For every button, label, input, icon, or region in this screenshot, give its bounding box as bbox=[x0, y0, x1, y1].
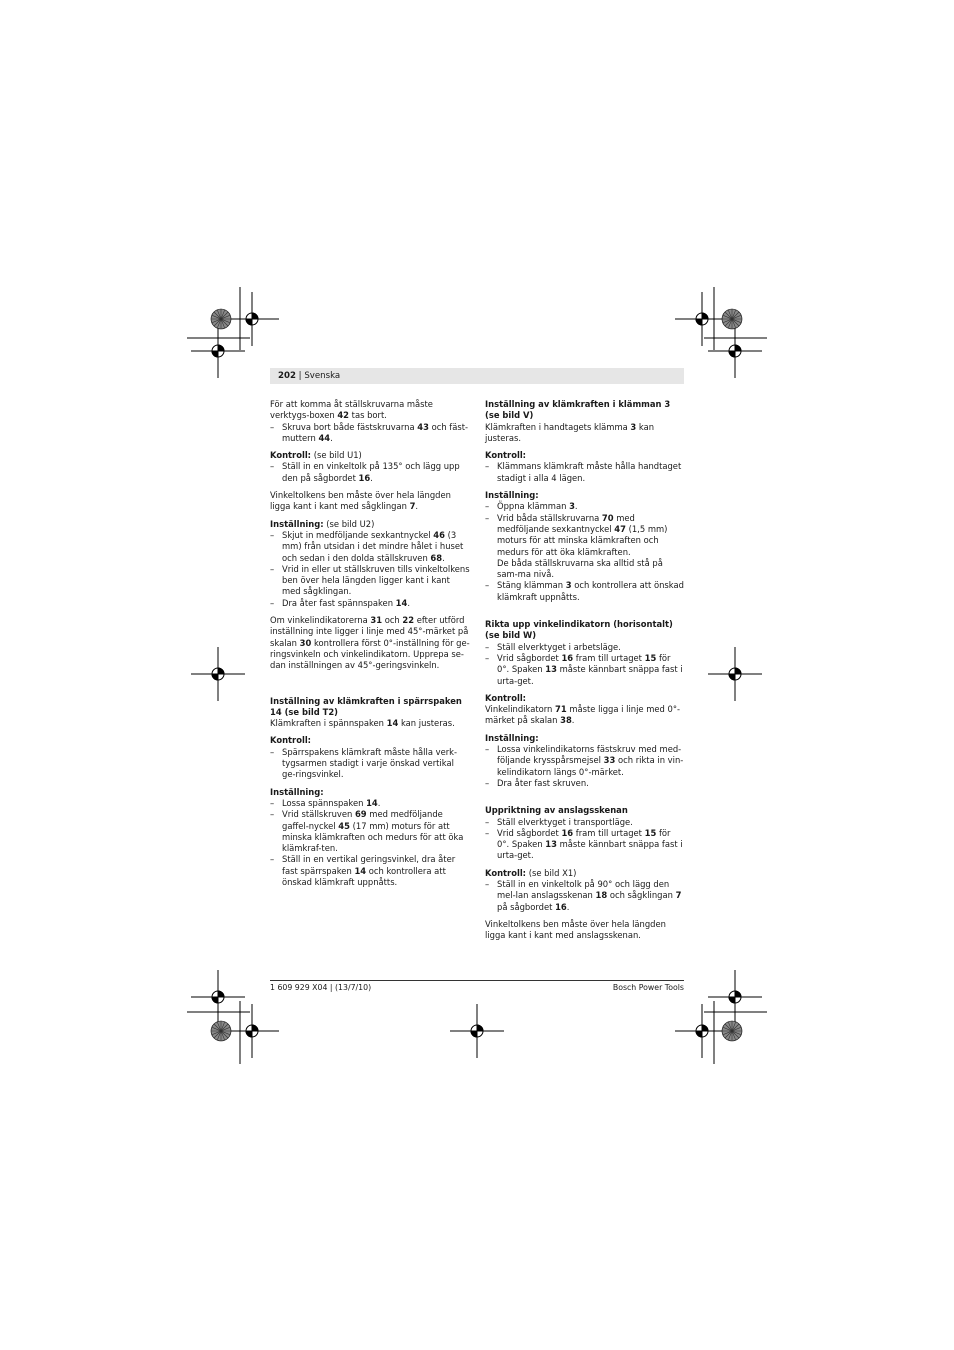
list-item: – Skjut in medföljande sexkantnyckel 46 (3 mm) från utsidan i det mindre hålet i huset och sedan i den dolda ställskruven 68. bbox=[270, 530, 470, 564]
color-target-mark bbox=[211, 309, 231, 329]
kontroll-label: Kontroll: bbox=[270, 735, 312, 746]
footer-doc-number: 1 609 929 X04 | (13/7/10) bbox=[270, 983, 372, 992]
color-target-mark bbox=[722, 309, 742, 329]
crosshair-mark bbox=[450, 1004, 504, 1058]
page-number: 202 bbox=[278, 371, 296, 381]
list-item: – Spärrspakens klämkraft måste hålla verk-tygsarmen stadigt i varje önskad vertikal ge-ringsvinkel. bbox=[270, 747, 470, 781]
installning-label: Inställning: bbox=[485, 732, 539, 743]
list-item: – Vrid ställskruven 69 med medföljande gaffel-nyckel 45 (17 mm) moturs för att minska klämkraften och medurs för att öka klämkraf-ten. bbox=[270, 809, 470, 854]
installning-label: Inställning: bbox=[270, 786, 324, 797]
color-target-mark bbox=[722, 1021, 742, 1041]
section-heading: Uppriktning av anslagsskenan bbox=[485, 805, 628, 816]
section-name: Svenska bbox=[304, 371, 341, 381]
list-item: – Ställ in en vinkeltolk på 90° och lägg den mel-lan anslagsskenan 18 och sågklingan 7 på sågbordet 16. bbox=[485, 879, 685, 913]
kontroll-label: Kontroll: (se bild X1) bbox=[485, 867, 577, 878]
paragraph: Klämkraften i handtagets klämma 3 kan justeras. bbox=[485, 421, 655, 443]
paragraph: Klämkraften i spännspaken 14 kan justeras. bbox=[270, 718, 455, 729]
list-item: – Ställ elverktyget i arbetsläge. bbox=[485, 642, 685, 653]
paragraph: Vinkelindikatorn 71 måste ligga i linje med 0°-märket på skalan 38. bbox=[485, 704, 681, 726]
section-heading: Inställning av klämkraften i klämman 3 (se bild V) bbox=[485, 399, 671, 421]
kontroll-label: Kontroll: bbox=[485, 450, 527, 461]
paragraph: Vinkeltolkens ben måste över hela längden ligga kant i kant med anslagsskenan. bbox=[485, 918, 666, 941]
section-heading: Rikta upp vinkelindikatorn (horisontalt) (se bild W) bbox=[485, 619, 673, 641]
kontroll-label: Kontroll: bbox=[485, 692, 527, 703]
crosshair-mark bbox=[191, 324, 245, 378]
list-item: – Dra åter fast spännspaken 14. bbox=[270, 598, 470, 609]
paragraph: Om vinkelindikatorerna 31 och 22 efter utförd inställning inte ligger i linje med 45°-märket på skalan 30 kontrollera först 0°-inställning för ge-ringsvinkeln och vinkelindikatorn. Upprepa se-dan inställningen av 45°-geringsvinkeln. bbox=[270, 615, 470, 671]
paragraph: För att komma åt ställskruvarna måste verktygs-boxen 42 tas bort. bbox=[270, 399, 433, 421]
list-item: – Lossa vinkelindikatorns fästskruv med med-följande krysspårsmejsel 33 och rikta in vin-kelindikatorn längs 0°-märket. bbox=[485, 744, 685, 778]
crosshair-mark bbox=[191, 647, 245, 701]
list-item: – Stäng klämman 3 och kontrollera att önskad klämkraft uppnåtts. bbox=[485, 580, 685, 603]
list-item: – Ställ elverktyget i transportläge. bbox=[485, 817, 685, 828]
crosshair-mark bbox=[191, 970, 245, 1024]
list-item: – Ställ in en vinkeltolk på 135° och lägg upp den på sågbordet 16. bbox=[270, 461, 470, 484]
note: De båda ställskruvarna ska alltid stå på sam-ma nivå. bbox=[497, 557, 663, 580]
installning-label: Inställning: (se bild U2) bbox=[270, 518, 375, 529]
list-item: – Lossa spännspaken 14. bbox=[270, 798, 470, 809]
list-item: – Klämmans klämkraft måste hålla handtaget stadigt i alla 4 lägen. bbox=[485, 461, 685, 484]
section-heading: Inställning av klämkraften i spärrspaken 14 (se bild T2) bbox=[270, 695, 462, 717]
paragraph: Vinkeltolkens ben måste över hela längden ligga kant i kant med sågklingan 7. bbox=[270, 490, 451, 512]
kontroll-label: Kontroll: (se bild U1) bbox=[270, 450, 362, 461]
list-item: – Vrid sågbordet 16 fram till urtaget 15 för 0°. Spaken 13 måste kännbart snäppa fast i urta-get. bbox=[485, 653, 685, 687]
list-item: – Skruva bort både fästskruvarna 43 och fäst-muttern 44. bbox=[270, 422, 470, 445]
installning-label: Inställning: bbox=[485, 490, 539, 501]
color-target-mark bbox=[211, 1021, 231, 1041]
crosshair-mark bbox=[708, 970, 762, 1024]
list-item: – Öppna klämman 3. bbox=[485, 501, 685, 512]
crosshair-mark bbox=[708, 647, 762, 701]
list-item: – Vrid in eller ut ställskruven tills vinkeltolkens ben över hela längden ligger kant i kant med sågklingan. bbox=[270, 564, 470, 598]
list-item: – Vrid båda ställskruvarna 70 med medföljande sexkantnyckel 47 (1,5 mm) moturs för att minska klämkraften och medurs för att öka klämkraften. bbox=[485, 513, 685, 558]
list-item: – Vrid sågbordet 16 fram till urtaget 15 för 0°. Spaken 13 måste kännbart snäppa fast i urta-get. bbox=[485, 828, 685, 862]
list-item: – Dra åter fast skruven. bbox=[485, 778, 685, 789]
header-text: 202 | Svenska bbox=[278, 371, 341, 381]
crosshair-mark bbox=[708, 324, 762, 378]
footer-brand: Bosch Power Tools bbox=[612, 983, 684, 992]
list-item: – Ställ in en vertikal geringsvinkel, dra åter fast spärrspaken 14 och kontrollera att önskad klämkraft uppnåtts. bbox=[270, 854, 470, 888]
